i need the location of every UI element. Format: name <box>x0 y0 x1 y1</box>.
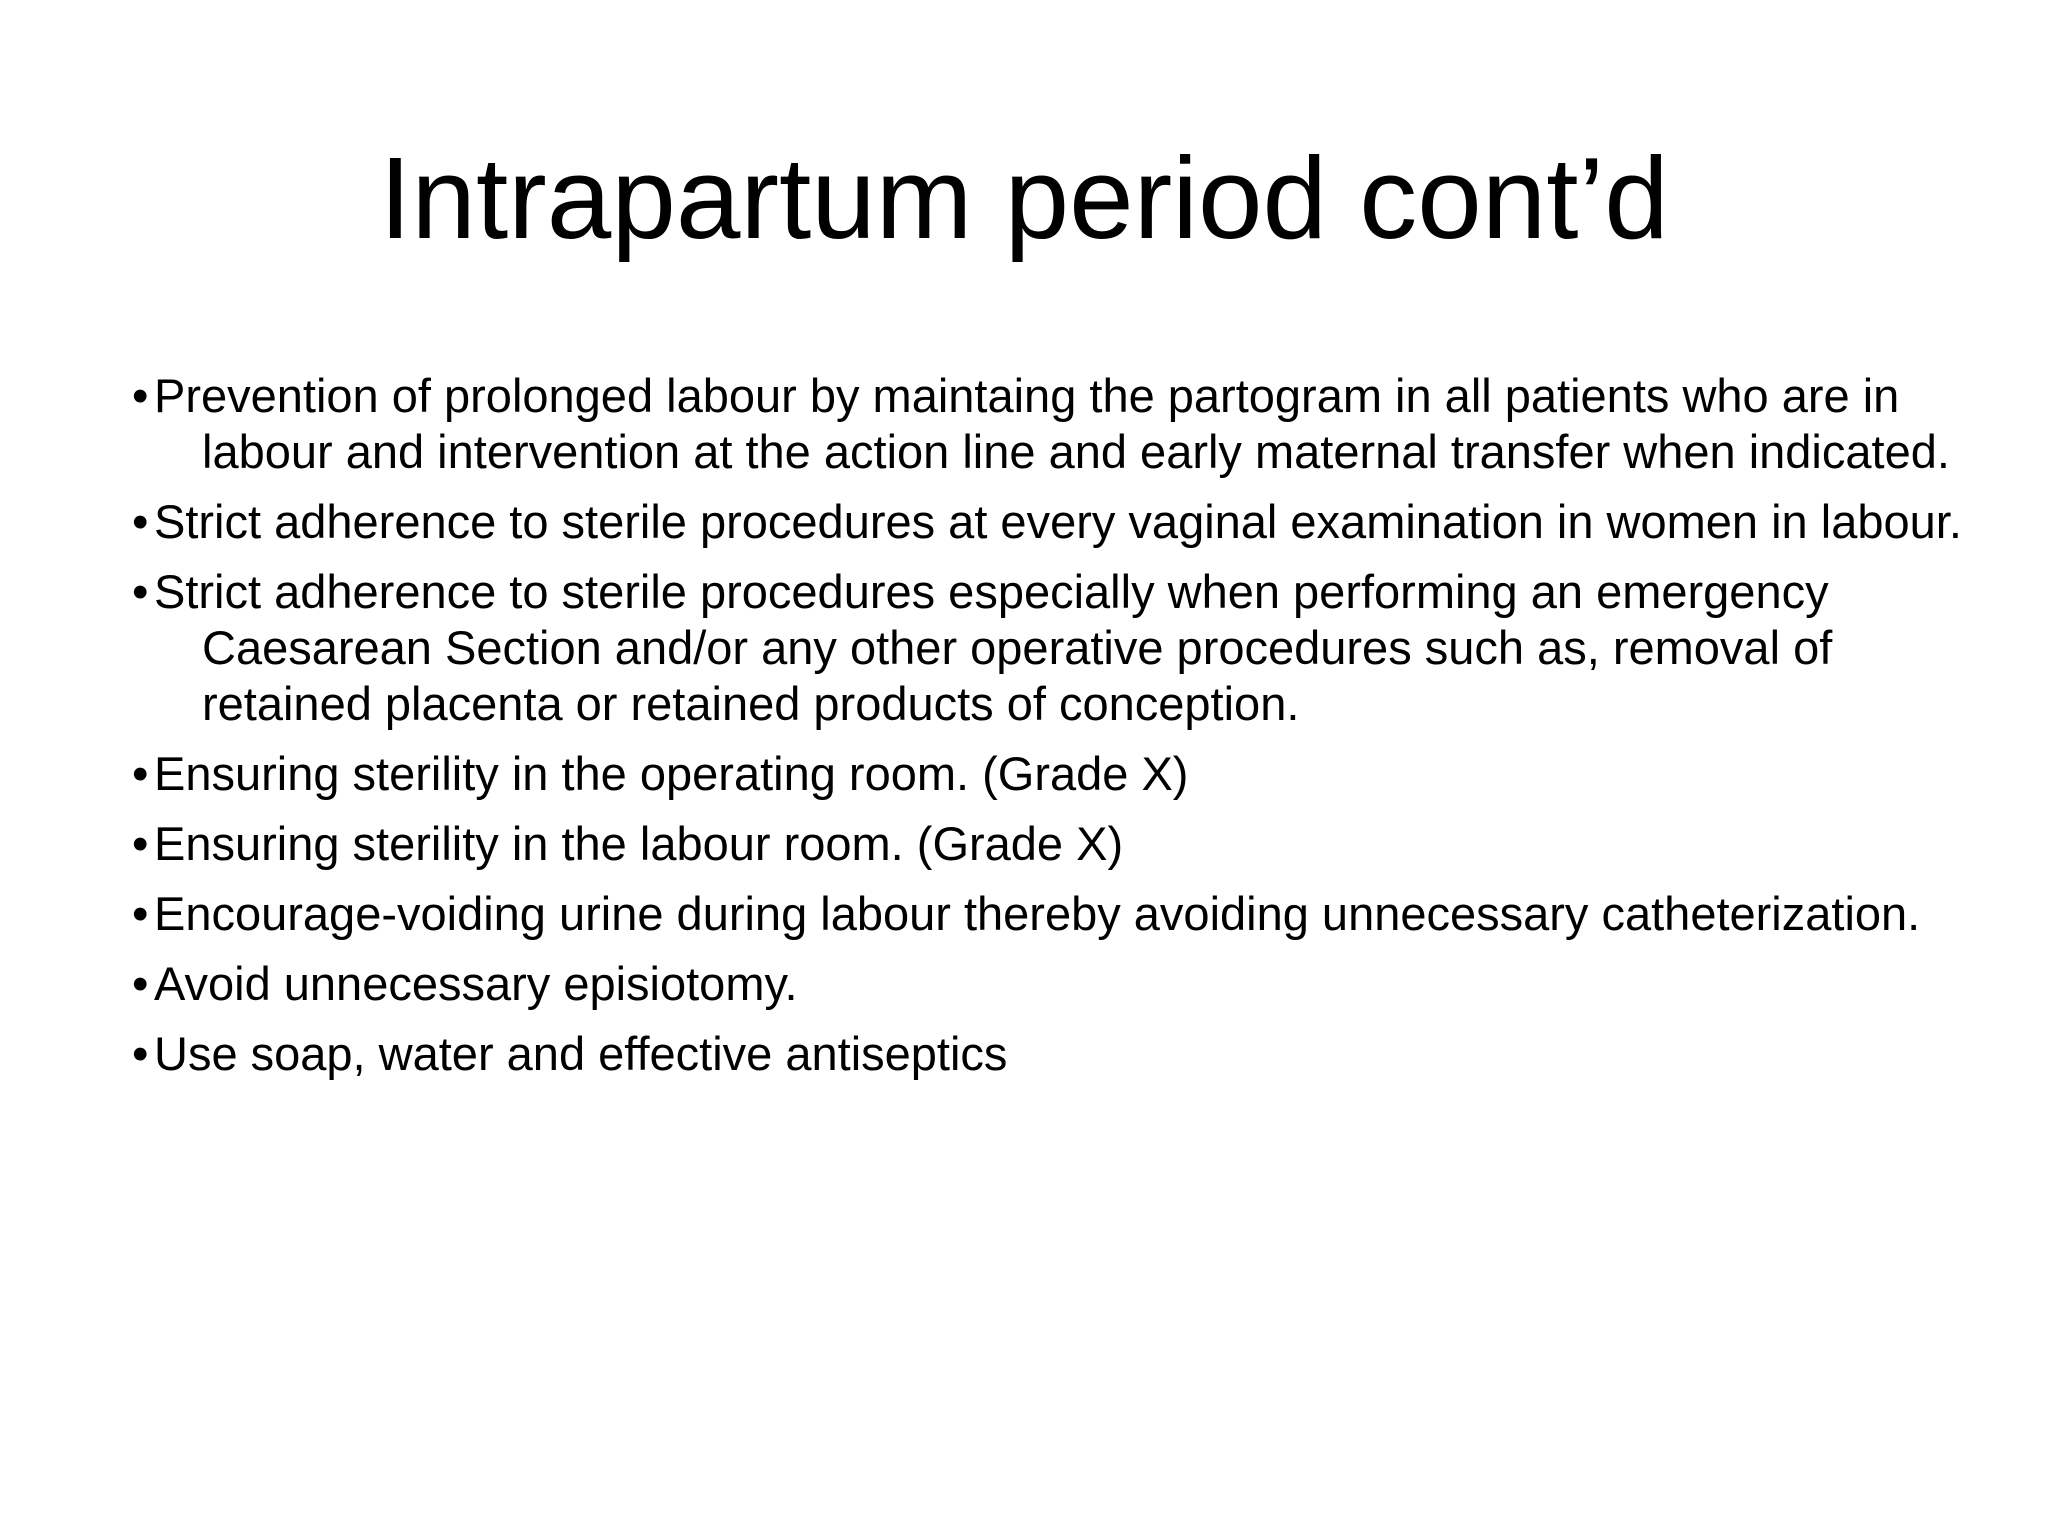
bullet-item <box>132 1026 1992 1082</box>
bullet-icon: • <box>132 957 149 1010</box>
bullet-item <box>132 368 1992 480</box>
bullet-text: Use soap, water and effective antiseptics <box>154 1027 1008 1080</box>
bullet-item <box>132 956 1992 1012</box>
bullet-text: Strict adherence to sterile procedures especially when performing an emergency Caesarean Section and/or any other operative procedures such as, removal of retained placenta or retained products of conception. <box>154 565 1833 730</box>
bullet-text: Ensuring sterility in the operating room. (Grade X) <box>154 747 1189 800</box>
bullet-icon: • <box>132 369 149 422</box>
bullet-icon: • <box>132 887 149 940</box>
bullet-text: Ensuring sterility in the labour room. (Grade X) <box>154 817 1124 870</box>
bullet-icon: • <box>132 817 149 870</box>
bullet-item <box>132 564 1992 732</box>
bullet-item <box>132 746 1992 802</box>
bullet-icon: • <box>132 495 149 548</box>
bullet-item <box>132 816 1992 872</box>
bullet-icon: • <box>132 565 149 618</box>
bullet-item <box>132 886 1992 942</box>
bullet-icon: • <box>132 1027 149 1080</box>
slide-title: Intrapartum period cont’d <box>379 133 1669 263</box>
bullet-icon: • <box>132 747 149 800</box>
bullet-text: Prevention of prolonged labour by maintaing the partogram in all patients who are in labour and intervention at the action line and early maternal transfer when indicated. <box>154 369 1950 478</box>
bullet-text: Encourage-voiding urine during labour thereby avoiding unnecessary catheterization. <box>154 887 1921 940</box>
bullet-list <box>132 368 1992 1096</box>
bullet-item <box>132 494 1992 550</box>
bullet-text: Avoid unnecessary episiotomy. <box>154 957 798 1010</box>
bullet-text: Strict adherence to sterile procedures at every vaginal examination in women in labour. <box>154 495 1962 548</box>
